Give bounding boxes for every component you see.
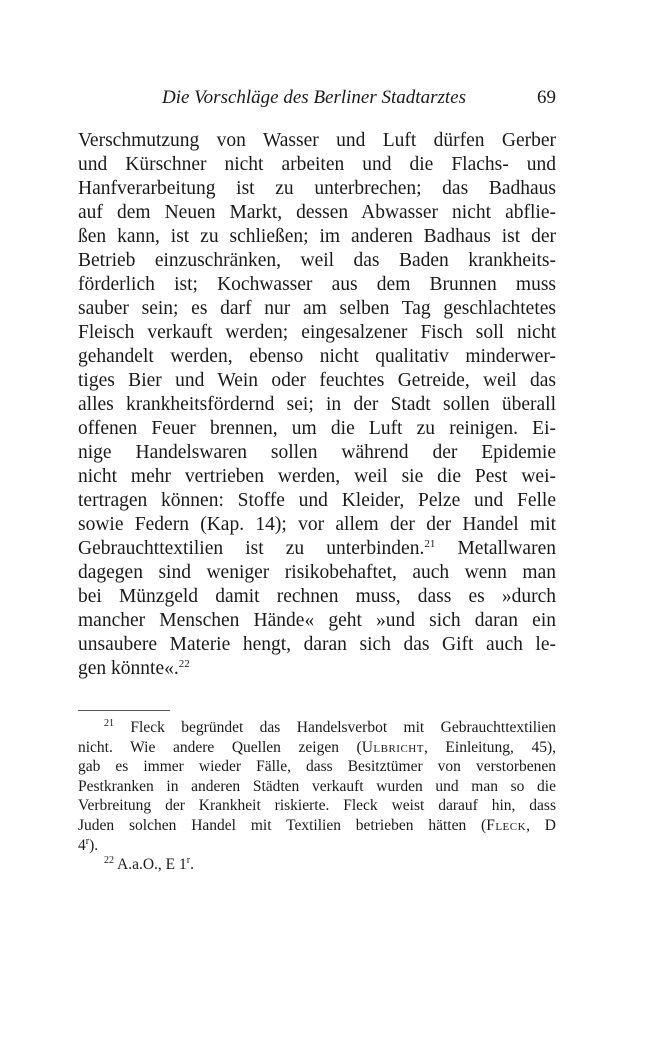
footnotes	[78, 718, 556, 875]
footnote-text: Juden solchen Handel mit Textilien betrieben hätten (	[78, 816, 487, 834]
text-line: Betrieb einzuschränken, weil das Baden krankheits-	[78, 250, 556, 271]
text-segment: gen könnte«.	[78, 658, 179, 679]
text-line: sowie Federn (Kap. 14); vor allem der der Handel mit	[78, 514, 556, 535]
text-line: alles krankheitsfördernd sei; in der Stadt sollen überall	[78, 394, 556, 415]
footnote-number: 22	[104, 855, 114, 867]
text-line: nige Handelswaren sollen während der Epidemie	[78, 442, 556, 463]
text-line: offenen Feuer brennen, um die Luft zu reinigen. Ei-	[78, 418, 556, 439]
footnote-22-line	[78, 855, 556, 875]
text-line: und Kürschner nicht arbeiten und die Flachs- und	[78, 154, 556, 175]
author-name: Ulbricht	[361, 738, 424, 756]
running-title: Die Vorschläge des Berliner Stadtarztes	[162, 87, 466, 108]
footnote-21-line: Verbreitung der Krankheit riskierte. Fleck weist darauf hin, dass	[78, 797, 556, 815]
text-line: bei Münzgeld damit rechnen muss, dass es »durch	[78, 586, 556, 607]
text-line: förderlich ist; Kochwasser aus dem Brunnen muss	[78, 274, 556, 295]
footnote-number: 21	[104, 718, 114, 729]
text-line	[78, 537, 556, 561]
text-line: mancher Menschen Hände« geht »und sich daran ein	[78, 610, 556, 631]
text-line: unsaubere Materie hengt, daran sich das Gift auch le-	[78, 634, 556, 655]
footnote-21-line: gab es immer wieder Fälle, dass Besitztümer von verstorbenen	[78, 758, 556, 776]
footnote-separator	[78, 710, 170, 711]
footnote-text: nicht. Wie andere Quellen zeigen (	[78, 738, 362, 756]
footnote-21-line	[78, 836, 556, 856]
folio-recto-mark: r	[186, 855, 191, 867]
text-line: gehandelt werden, ebenso nicht qualitativ minderwer-	[78, 346, 556, 367]
footnote-text: , D	[526, 816, 556, 834]
footnote-ref-21[interactable]: 21	[424, 538, 436, 550]
footnote-text: Fleck begründet das Handelsverbot mit Gebrauchttextilien	[114, 719, 556, 736]
text-line: auf dem Neuen Markt, dessen Abwasser nicht abflie-	[78, 202, 556, 223]
text-line: sauber sein; es darf nur am selben Tag geschlachtetes	[78, 298, 556, 319]
footnote-21-line: Pestkranken in anderen Städten verkauft wurden und man so die	[78, 777, 556, 795]
author-name: Fleck	[486, 816, 527, 834]
text-line	[78, 657, 556, 681]
text-line: Hanfverarbeitung ist zu unterbrechen; das Badhaus	[78, 178, 556, 199]
footnote-21-line	[78, 738, 556, 758]
text-segment: Gebrauchttextilien ist zu unterbinden.	[78, 538, 425, 559]
footnote-21-line	[78, 718, 556, 738]
footnote-text: ).	[89, 836, 99, 854]
text-line: tertragen können: Stoffe und Kleider, Pelze und Felle	[78, 490, 556, 511]
footnote-ref-22[interactable]: 22	[178, 658, 190, 670]
footnote-text: .	[190, 856, 194, 874]
text-line: tiges Bier und Wein oder feuchtes Getreide, weil das	[78, 370, 556, 391]
folio-recto-mark: r	[85, 835, 90, 847]
page-number: 69	[537, 87, 556, 108]
text-line: dagegen sind weniger risikobehaftet, auch wenn man	[78, 562, 556, 583]
footnote-text: , Einleitung, 45),	[423, 738, 556, 756]
text-line: Verschmutzung von Wasser und Luft dürfen Gerber	[78, 130, 556, 151]
text-segment: Metallwaren	[435, 538, 556, 559]
text-line: Fleisch verkauft werden; eingesalzener Fisch soll nicht	[78, 322, 556, 343]
main-text	[78, 129, 556, 681]
footnote-21-line	[78, 816, 556, 836]
footnote-text: A.a.O., E 1	[114, 856, 187, 874]
text-line: nicht mehr vertrieben werden, weil sie die Pest wei-	[78, 466, 556, 487]
footnote-text: 4	[78, 836, 86, 854]
text-line: ßen kann, ist zu schließen; im anderen Badhaus ist der	[78, 226, 556, 247]
running-header	[78, 87, 556, 117]
